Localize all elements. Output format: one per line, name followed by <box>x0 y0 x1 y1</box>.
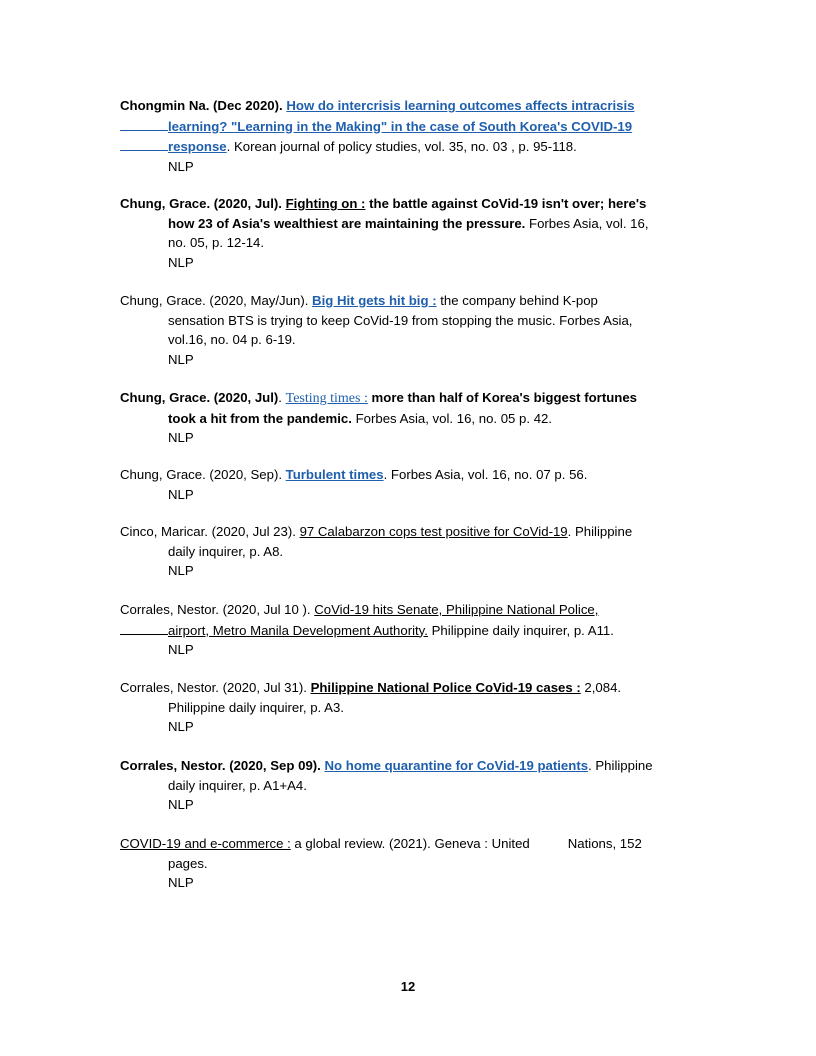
citation-title-underlined: airport, Metro Manila Development Authority. <box>168 622 428 638</box>
citation-location: NLP <box>168 642 194 657</box>
citation-subtitle: the company behind K-pop <box>436 293 598 308</box>
citation-source: . Korean journal of policy studies, vol. 35, no. 03 , p. 95-118. <box>226 139 577 154</box>
citation-entry <box>120 756 700 815</box>
citation-line <box>120 834 700 854</box>
citation-source: 2,084. <box>580 680 622 695</box>
citation-location: NLP <box>168 254 194 270</box>
citation-line <box>120 756 700 776</box>
underline-indent <box>120 136 168 151</box>
citation-source: daily inquirer, p. A1+A4. <box>168 777 307 793</box>
citation-line <box>120 600 700 620</box>
citation-author: Corrales, Nestor. (2020, Sep 09). <box>120 758 325 773</box>
citation-title-link[interactable]: learning? "Learning in the Making" in the case of South Korea's COVID-19 <box>168 118 633 134</box>
citation-line: sensation BTS is trying to keep CoVid-19 from stopping the music. Forbes Asia, <box>168 312 633 328</box>
citation-author: Chung, Grace. (2020, Sep). <box>120 467 286 482</box>
citation-location: NLP <box>168 351 194 367</box>
citation-entry <box>120 834 700 893</box>
citation-entry <box>120 96 700 176</box>
citation-subtitle: the battle against CoVid-19 isn't over; here's <box>365 196 647 211</box>
citation-source: . Philippine <box>567 524 633 539</box>
citation-entry <box>120 522 700 581</box>
citation-line <box>120 465 700 485</box>
citation-source: pages. <box>168 855 208 871</box>
citation-line <box>120 214 700 234</box>
citation-title-link[interactable]: Testing times : <box>285 391 368 406</box>
citation-location: NLP <box>168 486 194 502</box>
citation-punct: . <box>278 390 286 405</box>
citation-author: Chung, Grace. (2020, May/Jun). <box>120 293 313 308</box>
underline-indent <box>120 116 168 131</box>
citation-line <box>120 136 700 157</box>
citation-location: NLP <box>168 430 194 445</box>
citation-line <box>120 291 700 311</box>
citation-location: NLP <box>168 563 194 578</box>
citation-source: Forbes Asia, vol. 16, <box>525 215 649 231</box>
citation-subtitle: how 23 of Asia's wealthiest are maintaining the pressure. <box>168 215 526 231</box>
citation-line <box>120 116 700 137</box>
citation-author: Corrales, Nestor. (2020, Jul 31). <box>120 680 311 695</box>
citation-entry <box>120 194 700 272</box>
citation-source: Forbes Asia, vol. 16, no. 05 p. 42. <box>351 410 553 426</box>
citation-source: a global review. (2021). Geneva : United <box>290 836 530 851</box>
citation-entry <box>120 678 700 737</box>
citation-source: vol.16, no. 04 p. 6-19. <box>168 332 296 347</box>
page-number: 12 <box>400 979 416 994</box>
citation-location: NLP <box>168 158 194 174</box>
citation-source: . Philippine <box>588 758 653 773</box>
citation-title-link[interactable]: response <box>168 139 227 154</box>
citation-line <box>120 620 700 641</box>
citation-location: NLP <box>168 719 194 734</box>
citation-title-link[interactable]: Big Hit gets hit big : <box>312 293 437 308</box>
citation-entry <box>120 291 700 369</box>
citation-title-underlined: Fighting on : <box>285 196 366 211</box>
citation-title-underlined: 97 Calabarzon cops test positive for CoVid-19 <box>299 524 568 539</box>
citation-line <box>120 409 700 429</box>
citation-author: Chung, Grace. (2020, Jul). <box>120 196 286 211</box>
citation-author: Cinco, Maricar. (2020, Jul 23). <box>120 524 300 539</box>
citation-source: Philippine daily inquirer, p. A11. <box>427 622 614 638</box>
citation-source: no. 05, p. 12-14. <box>168 235 265 250</box>
citation-entry <box>120 600 700 660</box>
citation-source: daily inquirer, p. A8. <box>168 543 284 559</box>
citation-title-link[interactable]: No home quarantine for CoVid-19 patients <box>324 758 589 773</box>
underline-indent <box>120 620 168 635</box>
citation-location: NLP <box>168 875 194 890</box>
citation-line <box>120 388 700 409</box>
citation-title-link[interactable]: How do intercrisis learning outcomes affects intracrisis <box>286 98 635 113</box>
citation-location: NLP <box>168 797 194 812</box>
citation-author: Chongmin Na. (Dec 2020). <box>120 98 287 113</box>
citation-line <box>120 194 700 214</box>
citation-entry <box>120 465 700 504</box>
citation-entry <box>120 388 700 448</box>
citation-source: Philippine daily inquirer, p. A3. <box>168 699 344 715</box>
citation-title-link[interactable]: Turbulent times <box>285 467 384 482</box>
citation-subtitle: more than half of Korea's biggest fortunes <box>367 390 637 405</box>
citation-title-underlined: Philippine National Police CoVid-19 cases : <box>310 680 581 695</box>
citation-source: Nations, 152 <box>567 836 642 851</box>
citation-title-underlined: COVID-19 and e-commerce : <box>120 836 291 851</box>
citation-line <box>120 96 700 116</box>
citation-title-underlined: CoVid-19 hits Senate, Philippine National Police, <box>314 602 599 617</box>
citation-line <box>120 678 700 698</box>
citation-subtitle: took a hit from the pandemic. <box>168 410 352 426</box>
citation-line <box>120 522 700 542</box>
citation-author: Corrales, Nestor. (2020, Jul 10 ). <box>120 602 315 617</box>
citation-author: Chung, Grace. (2020, Jul) <box>120 390 279 405</box>
citation-source: . Forbes Asia, vol. 16, no. 07 p. 56. <box>383 467 588 482</box>
